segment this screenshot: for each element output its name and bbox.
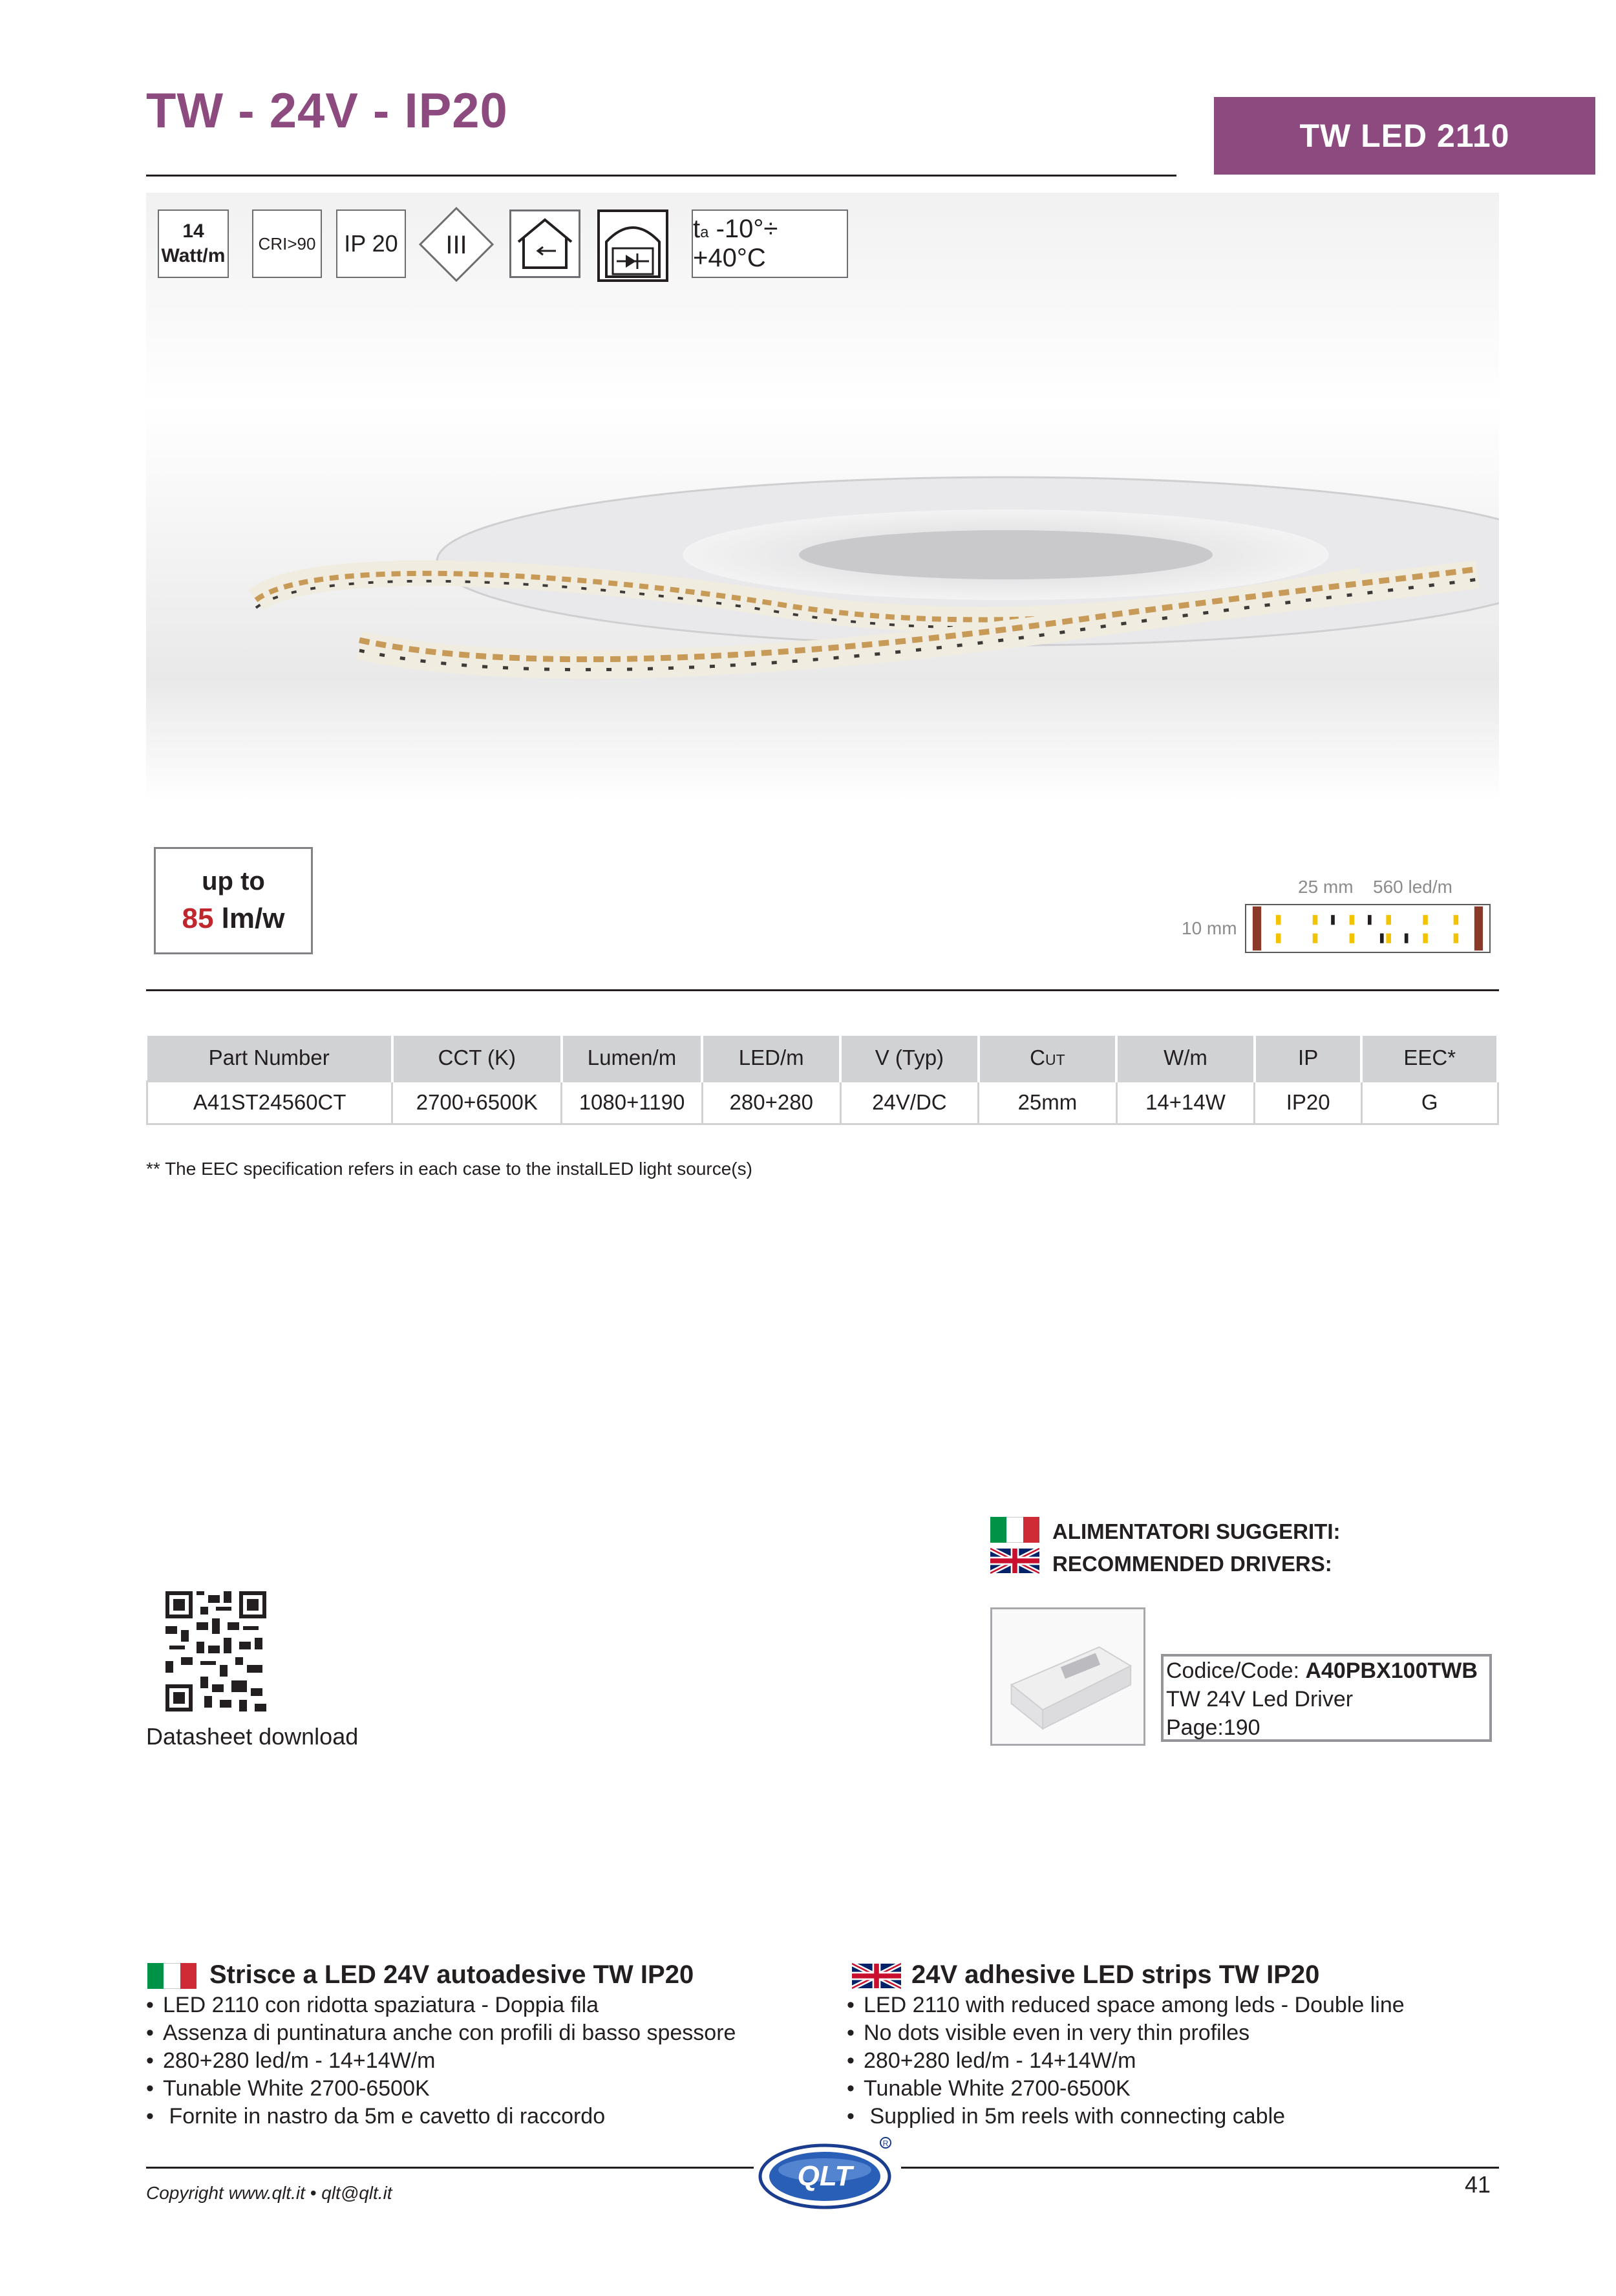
section-divider: [146, 989, 1499, 991]
cell-cct: 2700+6500K: [392, 1081, 562, 1124]
drivers-heading-en: RECOMMENDED DRIVERS:: [1052, 1552, 1332, 1576]
dimmable-icon: [597, 209, 668, 282]
list-item: • Tunable White 2700-6500K: [146, 2075, 736, 2103]
cell-led: 280+280: [702, 1081, 840, 1124]
page-title: TW - 24V - IP20: [146, 83, 508, 138]
col-voltage: V (Typ): [840, 1036, 979, 1081]
ip-rating-icon: [336, 209, 406, 278]
cell-part-number: A41ST24560CT: [147, 1081, 392, 1124]
temp-sub: a: [700, 224, 709, 241]
driver-code-line: [1166, 1657, 1487, 1685]
table-row: [147, 1081, 1498, 1124]
drivers-heading-it: ALIMENTATORI SUGGERITI:: [1052, 1519, 1341, 1543]
driver-info-box: [1161, 1654, 1492, 1742]
col-eec: EEC*: [1361, 1036, 1498, 1081]
table-header-row: [147, 1036, 1498, 1081]
led-strip-reel-illustration: [146, 193, 1499, 800]
cri-label: CRI>90: [258, 233, 316, 253]
list-item: • 280+280 led/m - 14+14W/m: [146, 2047, 736, 2075]
driver-code-label: Codice/Code:: [1166, 1658, 1306, 1683]
cell-ip: IP20: [1255, 1081, 1362, 1124]
cri-icon: [252, 209, 322, 278]
spec-table: [146, 1036, 1499, 1125]
qlt-logo: [758, 2134, 895, 2214]
list-item: • LED 2110 with reduced space among leds - Double line: [847, 1991, 1405, 2019]
footer-divider-right: [901, 2167, 1499, 2169]
svg-text:R: R: [882, 2139, 889, 2148]
uk-flag-icon: [990, 1548, 1039, 1574]
description-title-en: 24V adhesive LED strips TW IP20: [911, 1960, 1320, 1989]
list-item: • Fornite in nastro da 5m e cavetto di raccordo: [146, 2103, 736, 2130]
cell-eec: G: [1361, 1081, 1498, 1124]
temp-prefix: t: [693, 215, 701, 243]
safety-class-icon: [418, 206, 495, 283]
power-icon: [158, 209, 229, 278]
driver-image: [990, 1607, 1145, 1746]
description-list-en: [847, 1991, 1405, 2130]
col-cut: Cut: [979, 1036, 1117, 1081]
strip-pitch: 25 mm: [1298, 877, 1354, 897]
list-item: • Assenza di puntinatura anche con profili di basso spessore: [146, 2019, 736, 2047]
cell-watt: 14+14W: [1116, 1081, 1255, 1124]
qr-code[interactable]: [165, 1591, 266, 1712]
efficiency-box: [154, 847, 313, 954]
temperature-range: [693, 215, 847, 273]
strip-density: 560 led/m: [1373, 877, 1452, 897]
safety-class-label: III: [445, 231, 467, 259]
col-ip: IP: [1255, 1036, 1362, 1081]
page-number: 41: [1465, 2171, 1491, 2198]
col-led: LED/m: [702, 1036, 840, 1081]
list-item: • LED 2110 con ridotta spaziatura - Doppia fila: [146, 1991, 736, 2019]
efficiency-unit: lm/w: [213, 902, 285, 934]
copyright: Copyright www.qlt.it • qlt@qlt.it: [146, 2183, 392, 2203]
qr-label: Datasheet download: [146, 1723, 359, 1750]
strip-layout-diagram: [1245, 904, 1491, 953]
uk-flag-icon: [852, 1963, 901, 1989]
col-part-number: Part Number: [147, 1036, 392, 1081]
temp-range-value: -10°÷ +40°C: [693, 215, 778, 272]
driver-code: A40PBX100TWB: [1305, 1658, 1478, 1683]
ip-label: IP 20: [344, 230, 398, 257]
driver-name: TW 24V Led Driver: [1166, 1687, 1354, 1711]
power-value: 14: [182, 220, 204, 242]
efficiency-value-line: [182, 903, 285, 935]
italian-flag-icon: [990, 1517, 1039, 1543]
list-item: • No dots visible even in very thin profiles: [847, 2019, 1405, 2047]
list-item: • Tunable White 2700-6500K: [847, 2075, 1405, 2103]
efficiency-value: 85: [182, 902, 214, 934]
power-unit: Watt/m: [161, 245, 226, 266]
cell-voltage: 24V/DC: [840, 1081, 979, 1124]
indoor-use-icon: [509, 209, 580, 278]
cell-lumen: 1080+1190: [562, 1081, 703, 1124]
description-title-it: Strisce a LED 24V autoadesive TW IP20: [209, 1960, 694, 1989]
title-divider: [146, 175, 1176, 177]
driver-page: Page:190: [1166, 1715, 1260, 1740]
product-badge: TW LED 2110: [1214, 97, 1595, 175]
eec-note: ** The EEC specification refers in each case to the instalLED light source(s): [146, 1159, 752, 1179]
col-watt: W/m: [1116, 1036, 1255, 1081]
footer-divider-left: [146, 2167, 754, 2169]
list-item: • Supplied in 5m reels with connecting cable: [847, 2103, 1405, 2130]
description-list-it: [146, 1991, 736, 2130]
efficiency-prefix: up to: [202, 866, 265, 896]
temperature-range-icon: [692, 209, 848, 278]
strip-width: 10 mm: [1182, 918, 1237, 938]
list-item: • 280+280 led/m - 14+14W/m: [847, 2047, 1405, 2075]
col-cct: CCT (K): [392, 1036, 562, 1081]
logo-text: QLT: [797, 2160, 853, 2192]
col-lumen: Lumen/m: [562, 1036, 703, 1081]
italian-flag-icon: [147, 1963, 197, 1989]
cell-cut: 25mm: [979, 1081, 1117, 1124]
product-image: [146, 193, 1499, 800]
